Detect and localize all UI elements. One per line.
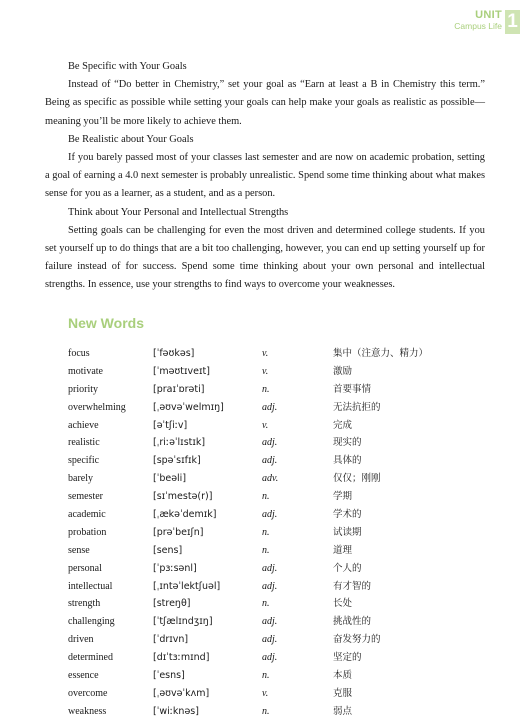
vocab-word: academic <box>68 509 106 521</box>
section-heading: Be Realistic about Your Goals <box>68 133 194 145</box>
vocab-meaning: 现实的 <box>333 437 362 449</box>
vocab-row <box>0 649 528 667</box>
vocab-part-of-speech: adj. <box>262 652 278 664</box>
vocab-part-of-speech: n. <box>262 544 270 556</box>
vocab-part-of-speech: n. <box>262 491 270 503</box>
vocab-pronunciation: [ˈfəʊkəs] <box>153 348 195 359</box>
vocab-part-of-speech: adj. <box>262 580 278 592</box>
vocab-part-of-speech: n. <box>262 598 270 610</box>
vocab-row <box>0 434 528 452</box>
vocab-word: motivate <box>68 365 103 377</box>
vocab-row <box>0 452 528 470</box>
vocab-word: weakness <box>68 705 107 717</box>
vocab-meaning: 坚定的 <box>333 652 362 664</box>
unit-label-group <box>454 10 502 31</box>
body-paragraph: Instead of “Do better in Chemistry,” set your goal as “Earn at least a B in Chemistry this term.” Being as specific as possible while setting your goals can help make your goals as realistic as possible—meaning you’ll be more likely to achieve them. <box>45 79 485 127</box>
section-heading: Be Specific with Your Goals <box>68 61 187 72</box>
vocab-word: challenging <box>68 616 115 628</box>
vocab-meaning: 具体的 <box>333 455 362 467</box>
vocab-meaning: 奋发努力的 <box>333 634 381 646</box>
vocab-pronunciation: [ˌækəˈdemɪk] <box>153 509 217 521</box>
vocab-row <box>0 613 528 631</box>
vocab-row <box>0 595 528 613</box>
vocab-part-of-speech: v. <box>262 419 269 431</box>
vocab-pronunciation: [spəˈsɪfɪk] <box>153 455 201 467</box>
vocab-part-of-speech: n. <box>262 705 270 717</box>
vocab-row <box>0 399 528 417</box>
vocab-row <box>0 685 528 703</box>
vocab-meaning: 长处 <box>333 598 353 610</box>
vocab-pronunciation: [prəˈbeɪʃn] <box>153 526 204 538</box>
vocab-word: strength <box>68 598 101 610</box>
vocab-word: focus <box>68 348 90 359</box>
vocab-word: priority <box>68 383 98 395</box>
vocab-part-of-speech: adj. <box>262 616 278 628</box>
vocab-word: barely <box>68 473 93 485</box>
vocab-word: probation <box>68 526 107 538</box>
vocab-row <box>0 470 528 488</box>
vocab-pronunciation: [ˌəʊvəˈwelmɪŋ] <box>153 401 224 413</box>
vocab-row <box>0 488 528 506</box>
vocab-pronunciation: [ˈməʊtɪveɪt] <box>153 365 210 377</box>
vocab-word: intellectual <box>68 580 113 592</box>
vocab-meaning: 克服 <box>333 687 353 699</box>
body-text <box>45 58 485 295</box>
vocab-meaning: 学术的 <box>333 509 362 521</box>
vocab-word: realistic <box>68 437 100 449</box>
unit-number-badge: 1 <box>505 10 520 34</box>
section-heading: Think about Your Personal and Intellectual Strengths <box>68 206 289 218</box>
vocab-pronunciation: [ˈdrɪvn] <box>153 634 189 646</box>
vocab-pronunciation: [ˈpɜːsənl] <box>153 562 197 574</box>
vocab-row <box>0 542 528 560</box>
vocab-word: determined <box>68 652 113 664</box>
vocab-word: sense <box>68 544 90 556</box>
new-words-list <box>0 345 528 721</box>
vocab-pronunciation: [ˌɪntəˈlektʃuəl] <box>153 580 221 592</box>
vocab-pronunciation: [ˌriːəˈlɪstɪk] <box>153 437 206 449</box>
vocab-meaning: 无法抗拒的 <box>333 401 381 413</box>
vocab-meaning: 挑战性的 <box>333 616 372 628</box>
vocab-pronunciation: [ˈesns] <box>153 670 185 682</box>
vocab-part-of-speech: adj. <box>262 562 278 574</box>
body-paragraph: If you barely passed most of your classes last semester and are now on academic probation, setting a goal of earning a 4.0 next semester is probably unrealistic. Spend some time thinking about what makes sense for you as a learner, as a student, and as a person. <box>45 152 485 200</box>
vocab-word: driven <box>68 634 94 646</box>
vocab-pronunciation: [ˈtʃælɪndʒɪŋ] <box>153 616 213 628</box>
vocab-row <box>0 417 528 435</box>
vocab-word: overwhelming <box>68 401 126 413</box>
vocab-meaning: 本质 <box>333 670 353 682</box>
vocab-pronunciation: [sɪˈmestə(r)] <box>153 491 213 503</box>
vocab-pronunciation: [ˈwiːknəs] <box>153 705 199 717</box>
vocab-meaning: 道理 <box>333 544 353 556</box>
vocab-row <box>0 363 528 381</box>
vocab-word: essence <box>68 670 99 682</box>
unit-label: UNIT <box>475 9 502 21</box>
vocab-meaning: 首要事情 <box>333 383 372 395</box>
vocab-row <box>0 703 528 721</box>
vocab-pronunciation: [ˌəʊvəˈkʌm] <box>153 687 210 699</box>
vocab-part-of-speech: v. <box>262 687 269 699</box>
new-words-title: New Words <box>68 315 144 331</box>
vocab-part-of-speech: v. <box>262 365 269 377</box>
unit-header <box>454 10 520 36</box>
vocab-pronunciation: [əˈtʃiːv] <box>153 419 188 431</box>
vocab-part-of-speech: adj. <box>262 401 278 413</box>
vocab-meaning: 有才智的 <box>333 580 372 592</box>
vocab-part-of-speech: n. <box>262 670 270 682</box>
vocab-meaning: 完成 <box>333 419 353 431</box>
vocab-row <box>0 506 528 524</box>
vocab-meaning: 激励 <box>333 365 353 377</box>
vocab-row <box>0 667 528 685</box>
vocab-row <box>0 524 528 542</box>
vocab-part-of-speech: n. <box>262 383 270 395</box>
unit-subtitle: Campus Life <box>454 21 502 31</box>
vocab-row <box>0 578 528 596</box>
vocab-part-of-speech: adj. <box>262 634 278 646</box>
vocab-meaning: 仅仅；刚刚 <box>333 473 381 485</box>
vocab-row <box>0 345 528 363</box>
vocab-meaning: 学期 <box>333 491 353 503</box>
vocab-meaning: 弱点 <box>333 705 353 717</box>
vocab-part-of-speech: adj. <box>262 437 278 449</box>
vocab-part-of-speech: v. <box>262 348 269 359</box>
vocab-pronunciation: [streŋθ] <box>153 598 191 610</box>
body-paragraph: Setting goals can be challenging for even the most driven and determined college students. If you set yourself up to do things that are a bit too challenging, however, you can end up setting yourself up for failure instead of for success. Spend some time thinking about your own personal and intellectual strengths. In essence, use your strengths to find ways to overcome your weaknesses. <box>45 224 485 291</box>
vocab-part-of-speech: n. <box>262 526 270 538</box>
vocab-pronunciation: [dɪˈtɜːmɪnd] <box>153 652 210 664</box>
vocab-pronunciation: [ˈbeəli] <box>153 473 187 485</box>
vocab-meaning: 集中（注意力、精力） <box>333 348 429 359</box>
vocab-row <box>0 381 528 399</box>
vocab-part-of-speech: adj. <box>262 455 278 467</box>
vocab-word: semester <box>68 491 103 503</box>
vocab-row <box>0 560 528 578</box>
vocab-pronunciation: [praɪˈɒrəti] <box>153 383 205 395</box>
vocab-word: overcome <box>68 687 108 699</box>
vocab-part-of-speech: adv. <box>262 473 279 485</box>
vocab-meaning: 个人的 <box>333 562 362 574</box>
vocab-pronunciation: [sens] <box>153 544 183 556</box>
vocab-word: achieve <box>68 419 99 431</box>
vocab-meaning: 试读期 <box>333 526 362 538</box>
vocab-word: specific <box>68 455 100 467</box>
vocab-word: personal <box>68 562 102 574</box>
vocab-row <box>0 631 528 649</box>
vocab-part-of-speech: adj. <box>262 509 278 521</box>
